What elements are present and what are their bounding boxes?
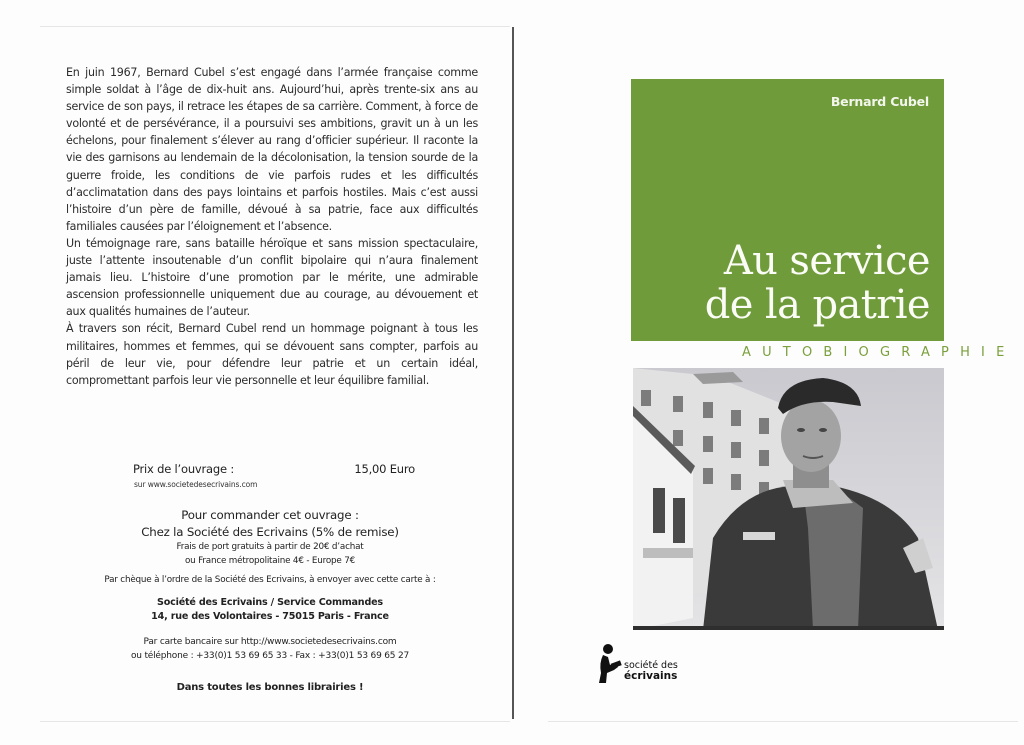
price-label: Prix de l’ouvrage : <box>133 462 235 476</box>
order-shipping-2: ou France métropolitaine 4€ - Europe 7€ <box>184 556 356 566</box>
order-society: Chez la Société des Ecrivains (5% de remise) <box>141 525 399 539</box>
book-title-line-2: de la patrie <box>704 282 930 328</box>
publisher-name-line-2: écrivains <box>624 670 678 682</box>
publisher-name-line-1: société des <box>624 660 678 671</box>
fold-divider <box>512 27 514 719</box>
genre-label: AUTOBIOGRAPHIE <box>742 345 1016 360</box>
order-address-1: Société des Ecrivains / Service Commandes <box>157 597 383 608</box>
blurb-paragraph: En juin 1967, Bernard Cubel s’est engagé dans l’armée française comme simple soldat à l’âge de dix-huit ans. Aujourd’hui, après trente-six ans au service de son pays, il retrace les étapes de sa carrière. Comment, à force de volonté et de persévérance, il a poursuivi ses ambitions, gravit un à un les échelons, pour finalement s’élever au rang d’officier supérieur. Il raconte la vie des garnisons au lendemain de la décolonisation, la tension sourde de la guerre froide, les conditions de vie parfois rudes et les difficultés d’acclimatation dans des pays lointains et parfois hostiles. Mais c’est aussi l’histoire d’un père de famille, dévoué à sa patrie, face aux difficultés familiales causées par l’éloignement et l’absence. <box>66 66 478 233</box>
order-card-1: Par carte bancaire sur http://www.societedesecrivains.com <box>143 637 397 647</box>
order-shipping-1: Frais de port gratuits à partir de 20€ d’achat <box>176 542 364 552</box>
blurb <box>66 64 478 389</box>
price-site: sur www.societedesecrivains.com <box>134 480 258 489</box>
book-title-line-1: Au service <box>723 238 930 284</box>
cover-title-panel <box>631 79 944 341</box>
order-bookshops: Dans toutes les bonnes librairies ! <box>176 682 364 693</box>
soldier-photo-illustration <box>633 368 944 630</box>
price-value: 15,00 Euro <box>354 462 415 476</box>
price-row <box>133 462 415 476</box>
order-address-2: 14, rue des Volontaires - 75015 Paris - France <box>151 611 389 622</box>
page-edge-bottom-right <box>548 721 1018 722</box>
publisher-logo <box>596 643 678 683</box>
reader-figure-icon <box>596 643 622 683</box>
order-cheque: Par chèque à l’ordre de la Société des Ecrivains, à envoyer avec cette carte à : <box>104 575 436 585</box>
cover-photo <box>633 368 944 630</box>
order-card-2: ou téléphone : +33(0)1 53 69 65 33 - Fax : +33(0)1 53 69 65 27 <box>130 651 410 661</box>
book-title <box>705 239 930 327</box>
page-edge-top-left <box>40 26 510 27</box>
blurb-paragraph: À travers son récit, Bernard Cubel rend un hommage poignant à tous les militaires, hommes et femmes, qui se dévouent sans compter, parfois au péril de leur vie, pour défendre leur patrie et un certain idéal, compromettant parfois leur vie personnelle et leur équilibre familial. <box>66 322 478 387</box>
author-name: Bernard Cubel <box>830 94 929 109</box>
order-title: Pour commander cet ouvrage : <box>181 508 359 522</box>
page-edge-bottom-left <box>40 721 510 722</box>
blurb-paragraph: Un témoignage rare, sans bataille héroïque et sans mission spectaculaire, juste l’attente insoutenable d’un conflit bipolaire qui n’aura finalement jamais lieu. L’histoire d’une promotion par le mérite, une admirable ascension professionnelle uniquement due au courage, au dévouement et aux qualités humaines de l’auteur. <box>66 236 478 319</box>
